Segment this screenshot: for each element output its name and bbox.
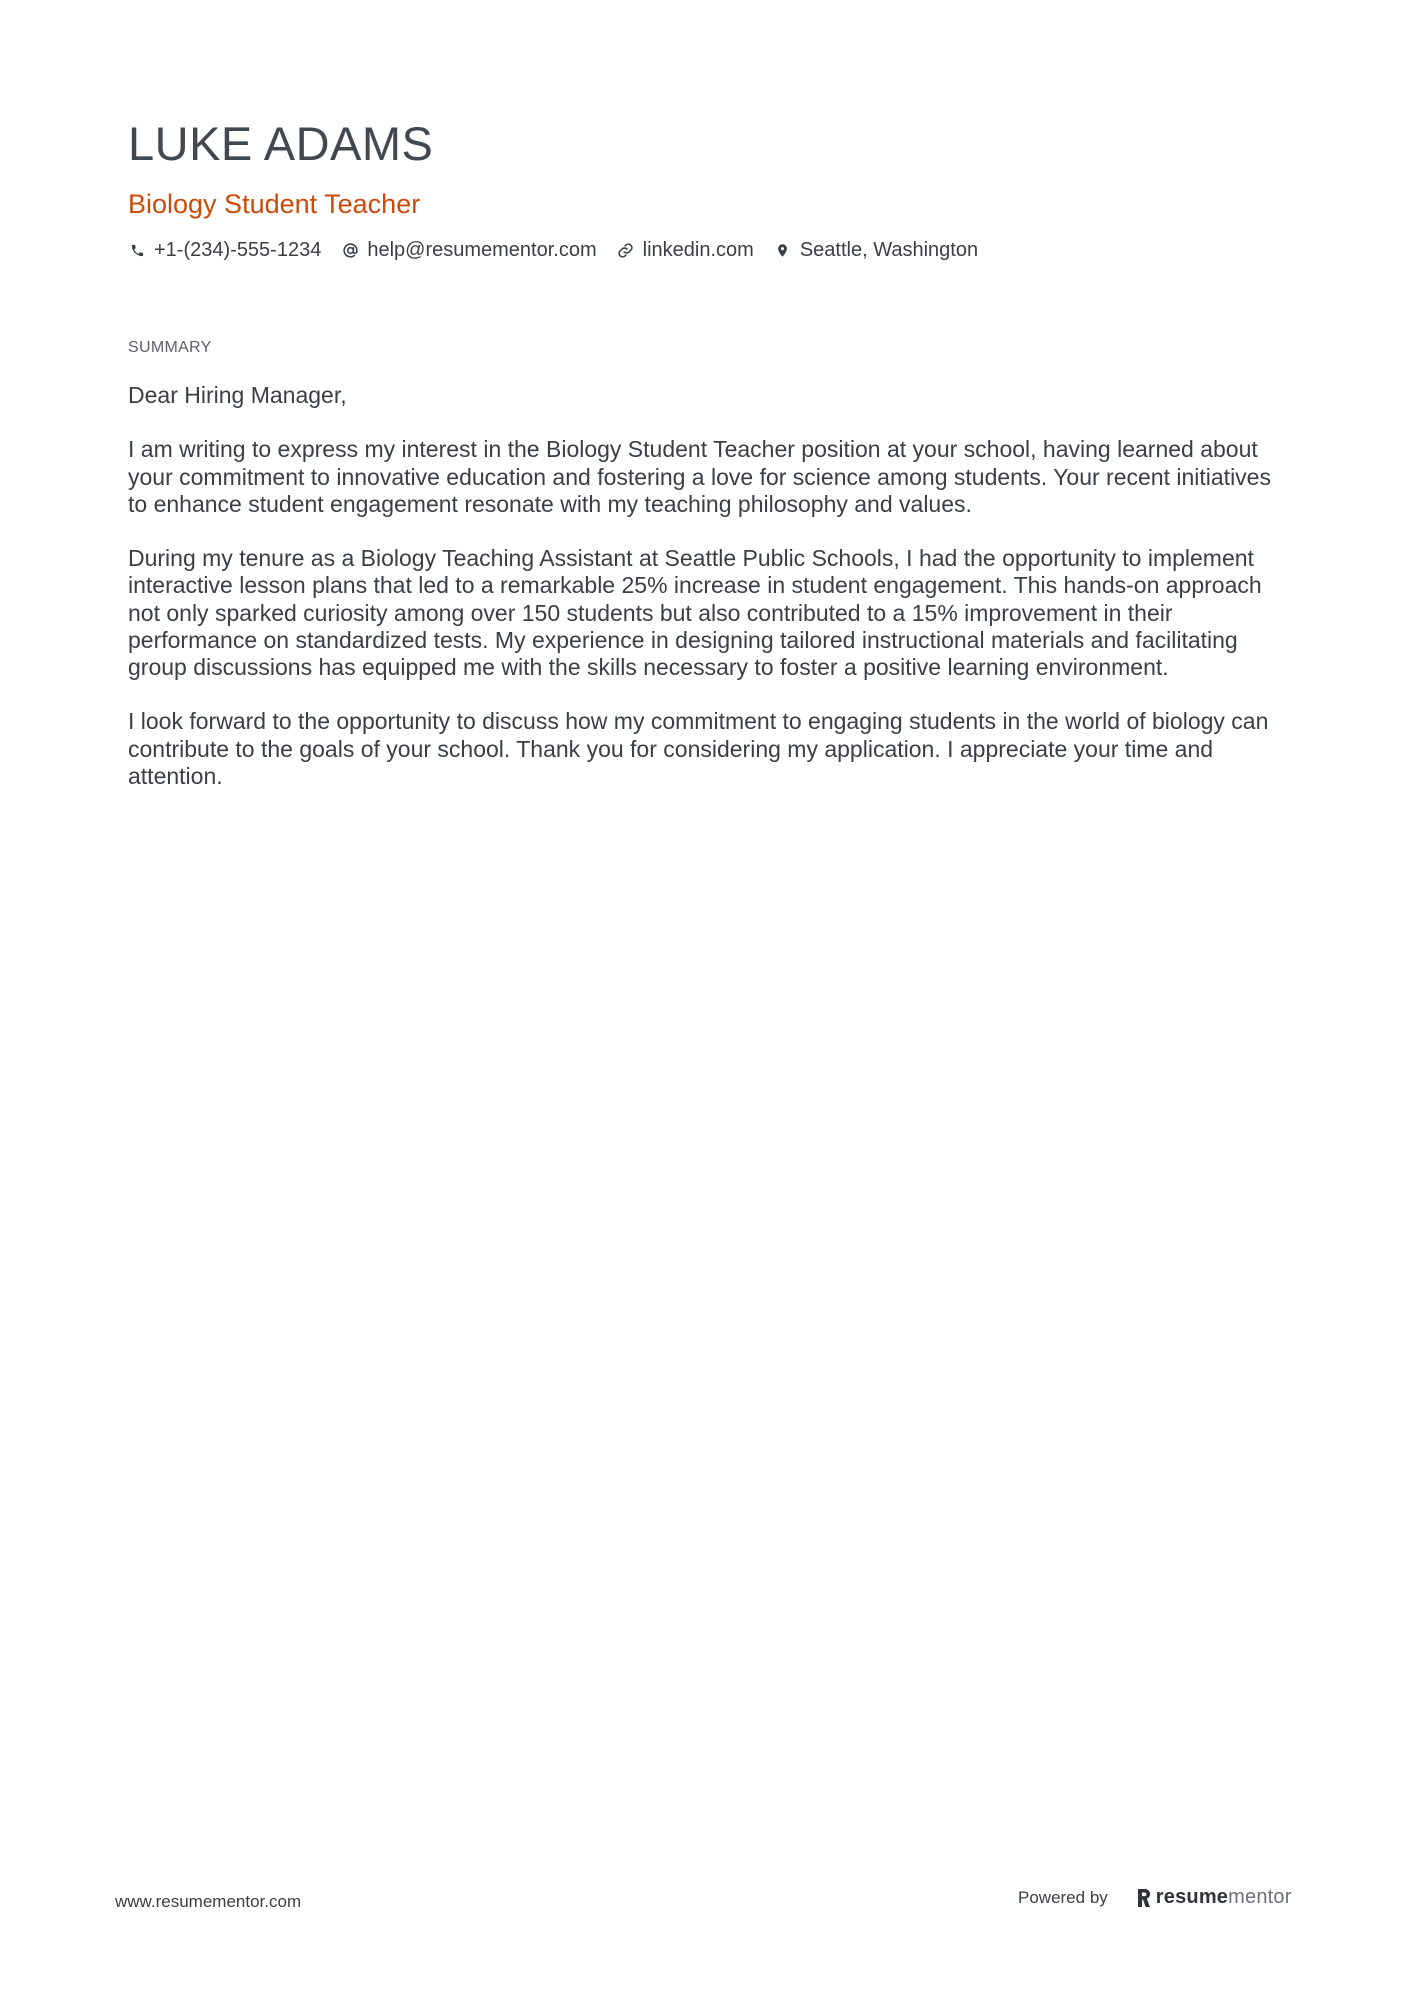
brand-name-bold: resume	[1155, 1886, 1229, 1908]
contact-bar	[128, 236, 1288, 264]
contact-email[interactable]	[341, 236, 596, 264]
footer-branding	[1018, 1886, 1292, 1909]
link-icon	[617, 241, 635, 259]
contact-location	[774, 236, 978, 264]
letter-greeting: Dear Hiring Manager,	[128, 382, 347, 408]
resumementor-logo-icon	[1136, 1888, 1152, 1908]
linkedin-text: linkedin.com	[642, 239, 754, 261]
header	[128, 112, 1288, 264]
contact-phone	[128, 236, 321, 264]
brand-logo[interactable]	[1136, 1886, 1292, 1909]
letter-paragraph: During my tenure as a Biology Teaching Assistant at Seattle Public Schools, I had the opportunity to implement interactive lesson plans that led to a remarkable 25% increase in student engagement. This hands-on approach not only sparked curiosity among over 150 students but also contributed to a 15% improvement in their performance on standardized tests. My experience in designing tailored instructional materials and facilitating group discussions has equipped me with the skills necessary to foster a positive learning environment.	[128, 545, 1262, 680]
phone-text: +1-(234)-555-1234	[154, 239, 322, 261]
brand-name-light: mentor	[1228, 1886, 1292, 1908]
location-text: Seattle, Washington	[799, 239, 979, 261]
footer-website[interactable]: www.resumementor.com	[115, 1892, 302, 1911]
powered-by-text: Powered by	[1018, 1887, 1108, 1907]
contact-linkedin[interactable]	[617, 236, 754, 264]
section-heading-summary: SUMMARY	[128, 339, 212, 356]
phone-icon	[128, 241, 146, 259]
candidate-name: LUKE ADAMS	[128, 117, 434, 170]
location-pin-icon	[774, 241, 792, 259]
letter-paragraph: I look forward to the opportunity to discuss how my commitment to engaging students in the world of biology can contribute to the goals of your school. Thank you for considering my application. I appreciate your time and attention.	[128, 708, 1269, 789]
email-text: help@resumementor.com	[367, 239, 597, 261]
at-icon	[341, 241, 359, 259]
job-title: Biology Student Teacher	[128, 189, 421, 219]
letter-body	[128, 382, 1278, 817]
letter-paragraph: I am writing to express my interest in the Biology Student Teacher position at your school, having learned about your commitment to innovative education and fostering a love for science among students. Your recent initiatives to enhance student engagement resonate with my teaching philosophy and values.	[128, 436, 1271, 517]
